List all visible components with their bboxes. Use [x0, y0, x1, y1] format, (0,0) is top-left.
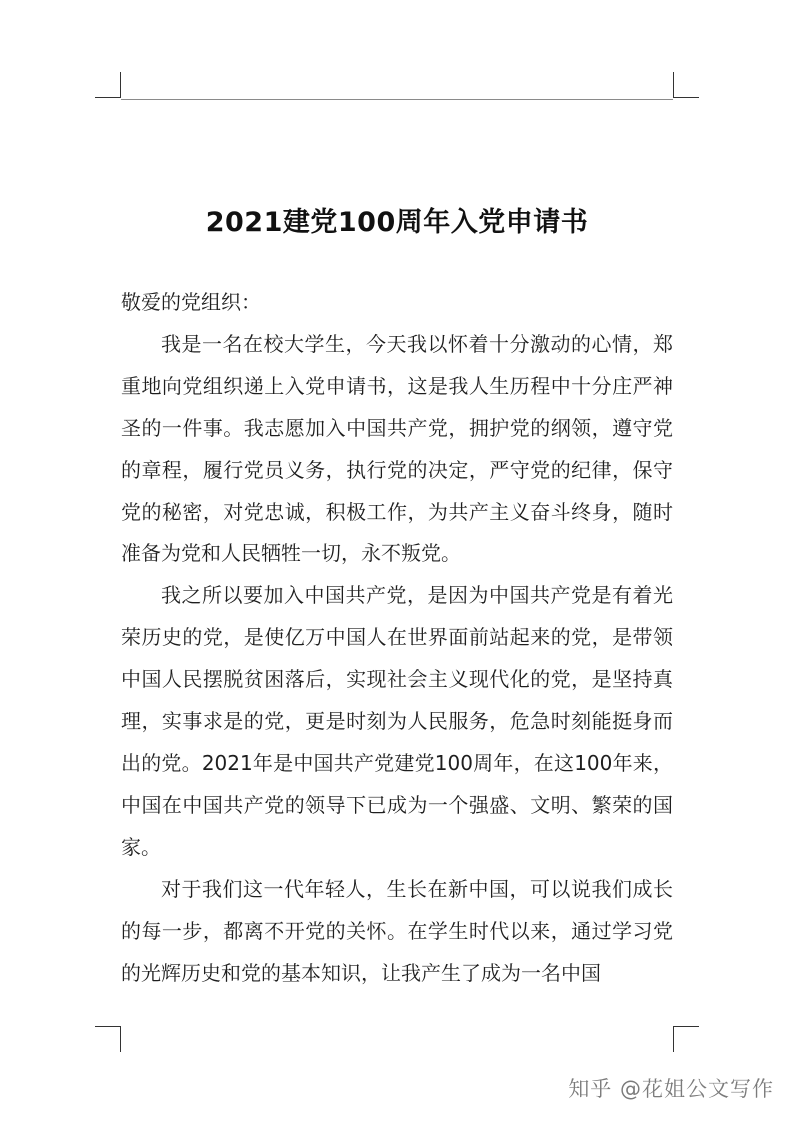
- document-body: [121, 282, 673, 994]
- crop-mark-top-right: [673, 72, 699, 98]
- watermark: 知乎 @花姐公文写作: [568, 1077, 774, 1101]
- document-title: 2021建党100周年入党申请书: [205, 207, 589, 238]
- paragraph-1: 我是一名在校大学生，今天我以怀着十分激动的心情，郑重地向党组织递上入党申请书，这是我人生历程中十分庄严神圣的一件事。我志愿加入中国共产党，拥护党的纲领，遵守党的章程，履行党员义务，执行党的决定，严守党的纪律，保守党的秘密，对党忠诚，积极工作，为共产主义奋斗终身，随时准备为党和人民牺牲一切，永不叛党。: [121, 331, 673, 566]
- crop-mark-top-left: [95, 72, 121, 98]
- paragraph-2: 我之所以要加入中国共产党，是因为中国共产党是有着光荣历史的党，是使亿万中国人在世界面前站起来的党，是带领中国人民摆脱贫困落后，实现社会主义现代化的党，是坚持真理，实事求是的党，更是时刻为人民服务，危急时刻能挺身而出的党。2021年是中国共产党建党100周年，在这100年来，中国在中国共产党的领导下已成为一个强盛、文明、繁荣的国家。: [121, 583, 673, 859]
- header-rule: [121, 99, 673, 100]
- crop-mark-bottom-left: [95, 1026, 121, 1052]
- salutation: 敬爱的党组织：: [121, 290, 261, 314]
- crop-mark-bottom-right: [673, 1026, 699, 1052]
- paragraph-3: 对于我们这一代年轻人，生长在新中国，可以说我们成长的每一步，都离不开党的关怀。在学生时代以来，通过学习党的光辉历史和党的基本知识，让我产生了成为一名中国: [121, 876, 673, 985]
